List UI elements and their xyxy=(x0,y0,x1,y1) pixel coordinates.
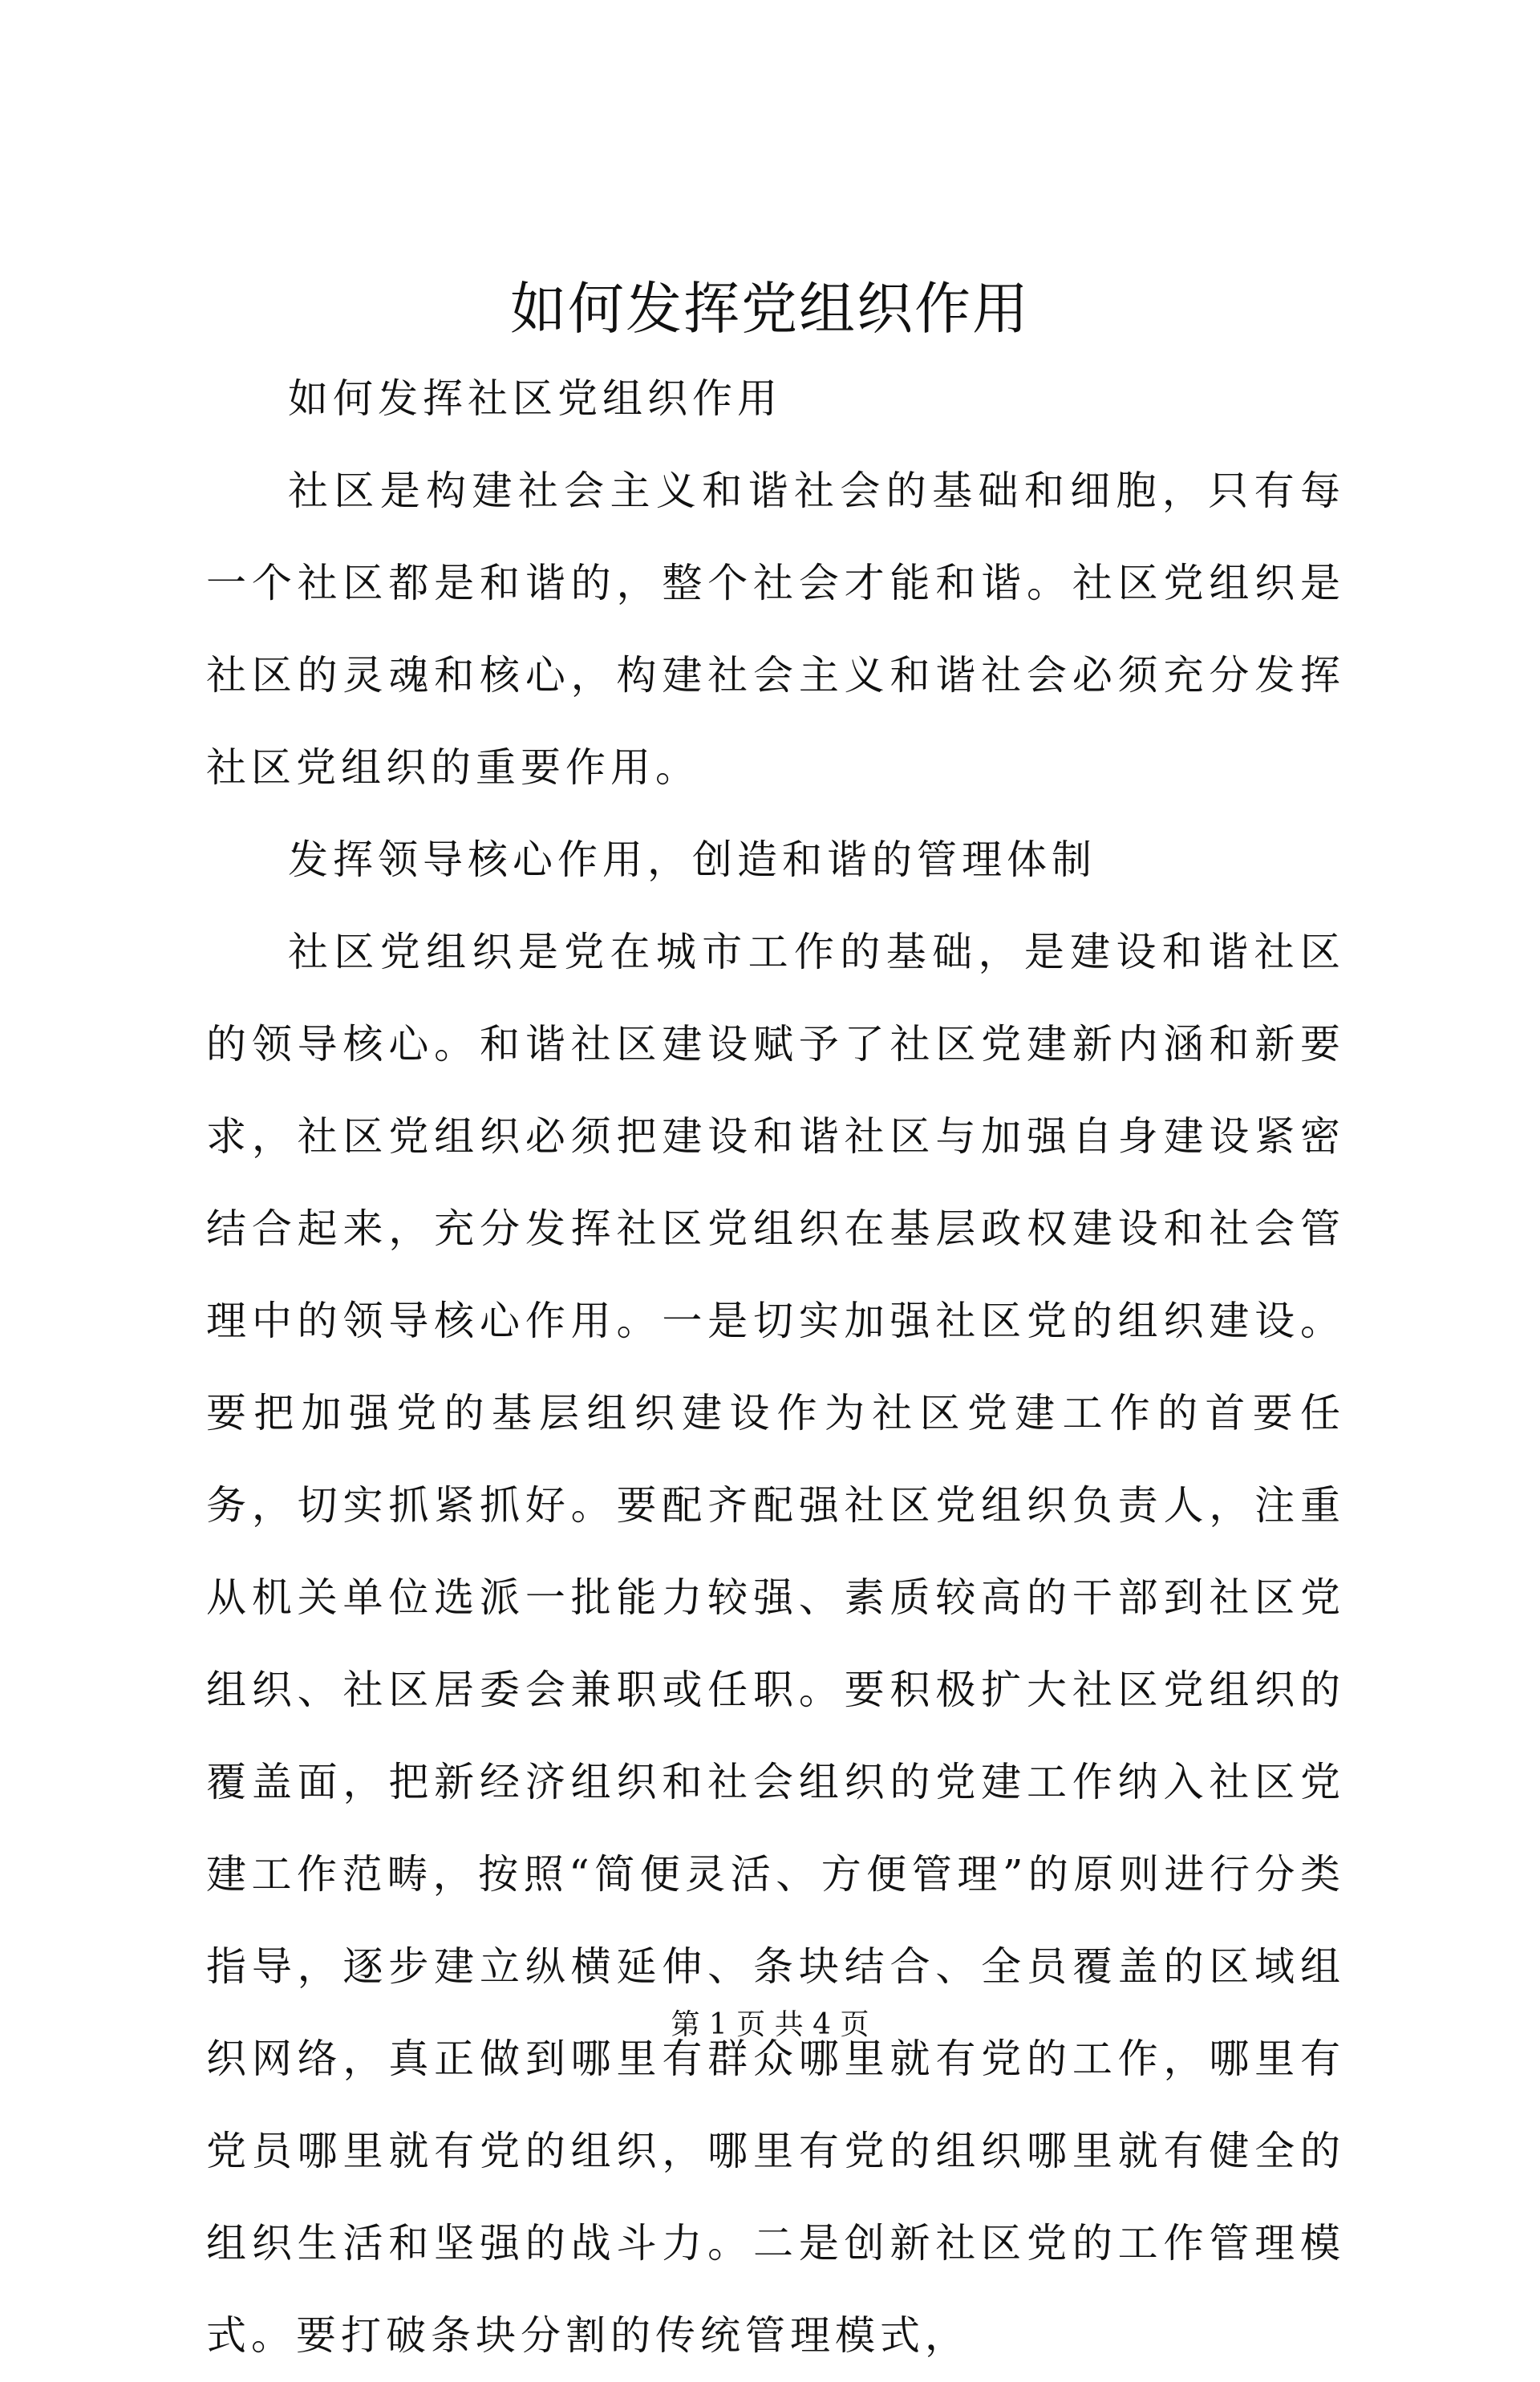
document-body xyxy=(206,353,1345,2382)
intro-paragraph: 社区是构建社会主义和谐社会的基础和细胞，只有每一个社区都是和谐的，整个社会才能和谐。社区党组织是社区的灵魂和核心，构建社会主义和谐社会必须充分发挥社区党组织的重要作用。 xyxy=(206,468,1345,791)
document-title: 如何发挥党组织作用 xyxy=(510,276,1030,342)
page-number: 第 1 页 共 4 页 xyxy=(671,2008,869,2041)
section-heading: 发挥领导核心作用，创造和谐的管理体制 xyxy=(288,837,1096,883)
section-subtitle: 如何发挥社区党组织作用 xyxy=(288,375,782,422)
body-paragraph: 社区党组织是党在城市工作的基础，是建设和谐社区的领导核心。和谐社区建设赋予了社区党建新内涵和新要求，社区党组织必须把建设和谐社区与加强自身建设紧密结合起来，充分发挥社区党组织在基层政权建设和社会管理中的领导核心作用。一是切实加强社区党的组织建设。要把加强党的基层组织建设作为社区党建工作的首要任务，切实抓紧抓好。要配齐配强社区党组织负责人，注重从机关单位选派一批能力较强、素质较高的干部到社区党组织、社区居委会兼职或任职。要积极扩大社区党组织的覆盖面，把新经济组织和社会组织的党建工作纳入社区党建工作范畴，按照“简便灵活、方便管理”的原则进行分类指导，逐步建立纵横延伸、条块结合、全员覆盖的区域组织网络，真正做到哪里有群众哪里就有党的工作，哪里有党员哪里就有党的组织，哪里有党的组织哪里就有健全的组织生活和坚强的战斗力。二是创新社区党的工作管理模式。要打破条块分割的传统管理模式， xyxy=(206,929,1345,2359)
